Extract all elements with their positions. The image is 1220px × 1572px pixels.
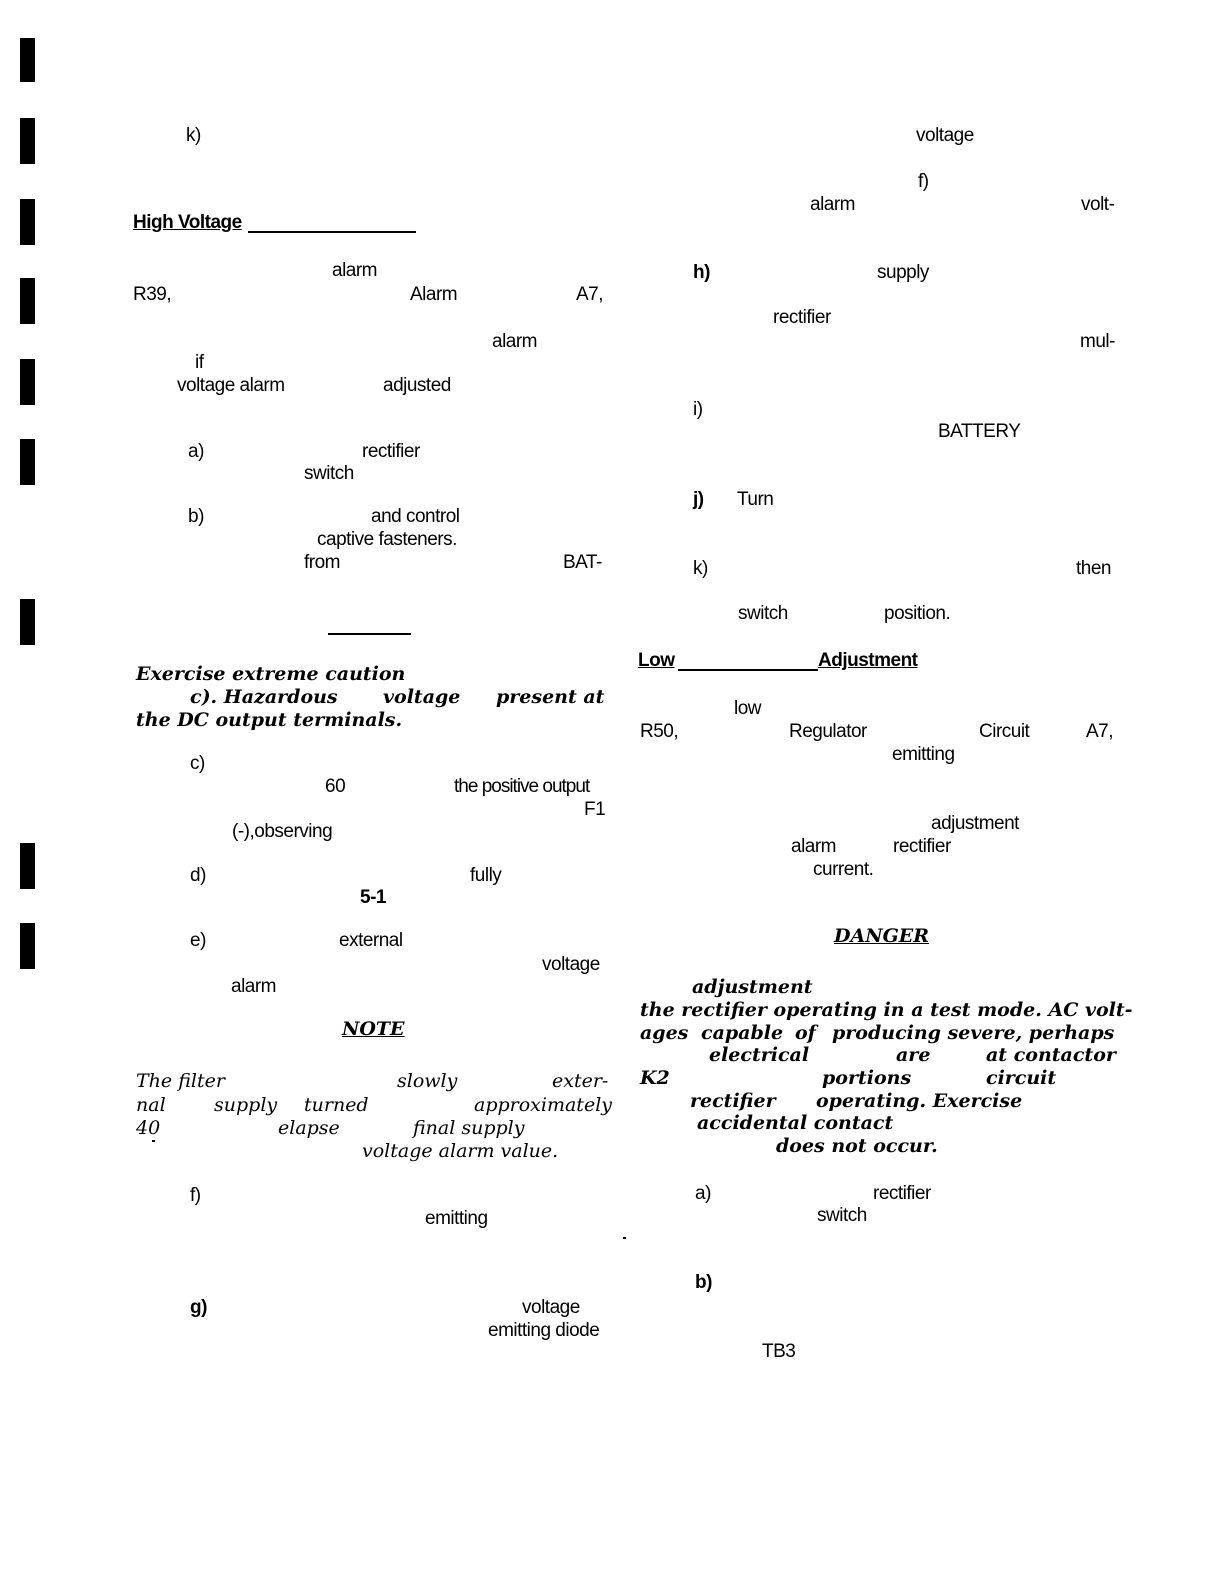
danger-text: rectifier bbox=[690, 1090, 776, 1112]
text-fragment: rectifier bbox=[873, 1183, 931, 1204]
text-fragment: adjusted bbox=[383, 375, 451, 396]
text-fragment: external bbox=[339, 930, 403, 951]
text-fragment: voltage bbox=[522, 1297, 580, 1318]
danger-text: ages bbox=[640, 1022, 689, 1044]
text-fragment: rectifier bbox=[773, 307, 831, 328]
text-fragment: switch bbox=[304, 463, 354, 484]
step-label: b) bbox=[188, 506, 204, 527]
text-fragment: switch bbox=[738, 603, 788, 624]
danger-text: adjustment bbox=[692, 976, 813, 998]
note-text: final supply bbox=[413, 1117, 525, 1139]
text-fragment: (-),observing bbox=[232, 821, 333, 842]
section-heading-low: Low bbox=[638, 650, 675, 671]
text-fragment: supply bbox=[877, 262, 929, 283]
text-fragment: alarm bbox=[332, 260, 378, 281]
text-fragment: mul- bbox=[1080, 331, 1115, 352]
danger-title: DANGER bbox=[834, 925, 930, 947]
caution-rule bbox=[328, 633, 411, 635]
step-label: i) bbox=[693, 399, 703, 420]
text-fragment: alarm bbox=[231, 976, 277, 997]
text-fragment: low bbox=[734, 698, 762, 719]
print-speck bbox=[152, 1140, 155, 1142]
note-text: 40 bbox=[136, 1117, 161, 1139]
print-speck bbox=[623, 1237, 626, 1239]
text-fragment: voltage bbox=[916, 125, 974, 146]
text-fragment: the positive output bbox=[454, 776, 590, 797]
change-bar bbox=[20, 599, 35, 645]
text-fragment: volt- bbox=[1081, 194, 1115, 215]
step-label: g) bbox=[190, 1297, 207, 1318]
text-fragment: voltage alarm bbox=[177, 375, 285, 396]
danger-text: the rectifier operating in a test mode. AC volt- bbox=[640, 999, 1133, 1021]
step-label: c) bbox=[190, 753, 205, 774]
text-fragment: alarm bbox=[791, 836, 837, 857]
danger-text: circuit bbox=[986, 1067, 1057, 1089]
note-text: exter- bbox=[552, 1070, 609, 1092]
change-bar bbox=[20, 38, 35, 82]
text-fragment: 5-1 bbox=[360, 887, 386, 908]
change-bar bbox=[20, 359, 35, 405]
step-label: e) bbox=[190, 930, 206, 951]
danger-text: of bbox=[795, 1022, 816, 1044]
step-label: f) bbox=[918, 171, 929, 192]
danger-text: electrical bbox=[709, 1044, 810, 1066]
step-label: h) bbox=[693, 262, 710, 283]
note-text: approximately bbox=[474, 1094, 613, 1116]
caution-text: the DC output terminals. bbox=[136, 709, 403, 731]
note-text: voltage alarm value. bbox=[362, 1140, 559, 1162]
text-fragment: A7, bbox=[1086, 721, 1114, 742]
text-fragment: BATTERY bbox=[938, 421, 1021, 442]
text-fragment: emitting bbox=[892, 744, 955, 765]
step-label: j) bbox=[693, 489, 704, 510]
step-label: f) bbox=[190, 1185, 201, 1206]
caution-text: c). Hazardous bbox=[190, 686, 338, 708]
note-text: turned bbox=[304, 1094, 369, 1116]
change-bar bbox=[20, 278, 35, 324]
danger-text: portions bbox=[822, 1067, 912, 1089]
heading-rule bbox=[248, 231, 416, 233]
text-fragment: alarm bbox=[492, 331, 538, 352]
text-fragment: alarm bbox=[810, 194, 856, 215]
text-fragment: from bbox=[304, 552, 340, 573]
caution-text: Exercise extreme caution bbox=[136, 663, 406, 685]
step-label: a) bbox=[188, 441, 204, 462]
note-text: elapse bbox=[278, 1117, 340, 1139]
text-fragment: current. bbox=[813, 859, 874, 880]
text-fragment: 60 bbox=[325, 776, 346, 797]
text-fragment: R50, bbox=[640, 721, 679, 742]
change-bar bbox=[20, 923, 35, 969]
text-fragment: position. bbox=[884, 603, 951, 624]
step-label: a) bbox=[695, 1183, 711, 1204]
note-text: The filter bbox=[136, 1070, 225, 1092]
text-fragment: if bbox=[195, 352, 204, 373]
step-label: b) bbox=[695, 1272, 712, 1293]
heading-rule bbox=[678, 669, 818, 671]
text-fragment: emitting bbox=[425, 1208, 488, 1229]
text-fragment: Turn bbox=[737, 489, 774, 510]
text-fragment: F1 bbox=[584, 799, 606, 820]
text-fragment: BAT- bbox=[563, 552, 602, 573]
text-fragment: Regulator bbox=[789, 721, 867, 742]
text-fragment: rectifier bbox=[893, 836, 951, 857]
note-text: nal bbox=[136, 1094, 166, 1116]
text-fragment: and control bbox=[371, 506, 460, 527]
text-fragment: captive fasteners. bbox=[317, 529, 457, 550]
danger-text: capable bbox=[701, 1022, 784, 1044]
caution-text: voltage bbox=[383, 686, 461, 708]
text-fragment: then bbox=[1076, 558, 1111, 579]
danger-text: does not occur. bbox=[776, 1135, 938, 1157]
section-heading-high-voltage: High Voltage bbox=[133, 212, 242, 233]
danger-text: at contactor bbox=[986, 1044, 1116, 1066]
change-bar bbox=[20, 843, 35, 889]
note-text: supply bbox=[214, 1094, 278, 1116]
text-fragment: R39, bbox=[133, 284, 172, 305]
section-heading-adjustment: Adjustment bbox=[818, 650, 918, 671]
text-fragment: emitting diode bbox=[488, 1320, 600, 1341]
text-fragment: Alarm bbox=[410, 284, 458, 305]
change-bar bbox=[20, 118, 35, 164]
danger-text: producing severe, perhaps bbox=[832, 1022, 1115, 1044]
step-label: k) bbox=[186, 125, 201, 146]
step-label: d) bbox=[190, 865, 206, 886]
danger-text: operating. Exercise bbox=[816, 1090, 1023, 1112]
step-label: k) bbox=[693, 558, 708, 579]
change-bar bbox=[20, 439, 35, 485]
note-title: NOTE bbox=[342, 1018, 405, 1040]
danger-text: are bbox=[896, 1044, 931, 1066]
text-fragment: A7, bbox=[576, 284, 604, 305]
danger-text: accidental contact bbox=[697, 1112, 894, 1134]
danger-text: K2 bbox=[640, 1067, 670, 1089]
text-fragment: TB3 bbox=[762, 1341, 796, 1362]
text-fragment: voltage bbox=[542, 954, 600, 975]
text-fragment: fully bbox=[470, 865, 502, 886]
text-fragment: rectifier bbox=[362, 441, 420, 462]
text-fragment: adjustment bbox=[931, 813, 1019, 834]
text-fragment: Circuit bbox=[979, 721, 1030, 742]
note-text: slowly bbox=[397, 1070, 458, 1092]
text-fragment: switch bbox=[817, 1205, 867, 1226]
change-bar bbox=[20, 199, 35, 245]
caution-text: present at bbox=[496, 686, 605, 708]
